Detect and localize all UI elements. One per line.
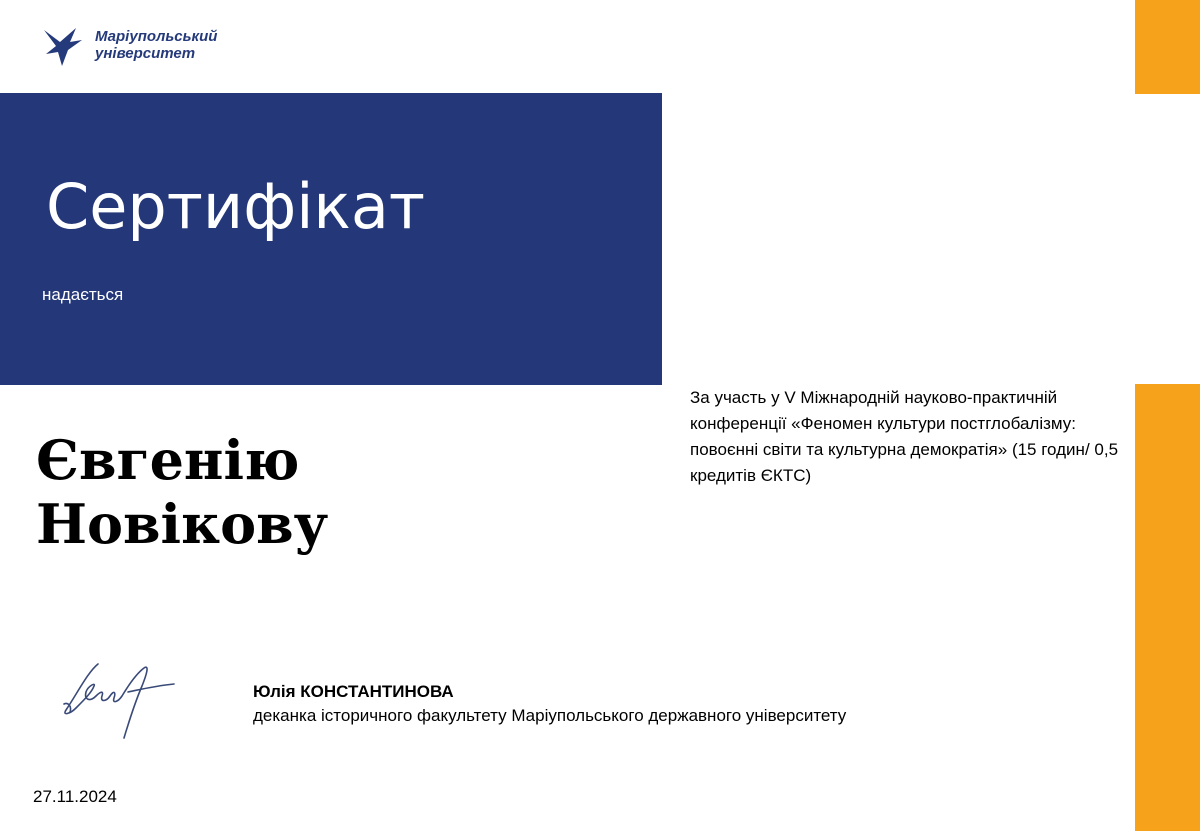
recipient-name — [36, 428, 596, 556]
recipient-first-name: Євгенію — [36, 428, 300, 492]
awarded-label: надається — [42, 285, 124, 304]
accent-bar-top — [1135, 0, 1200, 94]
issue-date: 27.11.2024 — [33, 787, 117, 806]
bird-icon — [42, 24, 84, 68]
title-panel — [0, 93, 662, 385]
recipient-last-name: Новікову — [36, 492, 329, 556]
university-logo — [42, 24, 242, 70]
signer-name: Юлія КОНСТАНТИНОВА — [253, 682, 454, 701]
logo-line-1: Маріупольський — [95, 28, 218, 45]
signer-role: деканка історичного факультету Маріупольського державного університету — [253, 706, 847, 725]
logo-text — [95, 28, 217, 62]
logo-line-2: університет — [95, 45, 196, 62]
accent-bar-bottom — [1135, 384, 1200, 831]
signature-image — [58, 652, 188, 752]
participation-description: За участь у V Міжнародній науково-практичній конференції «Феномен культури постглобалізму: повоєнні світи та культурна демократія» (15 годин/ 0,5 кредитів ЄКТС) — [690, 388, 1119, 485]
signer-block — [253, 680, 873, 728]
certificate-title: Сертифікат — [46, 170, 425, 243]
